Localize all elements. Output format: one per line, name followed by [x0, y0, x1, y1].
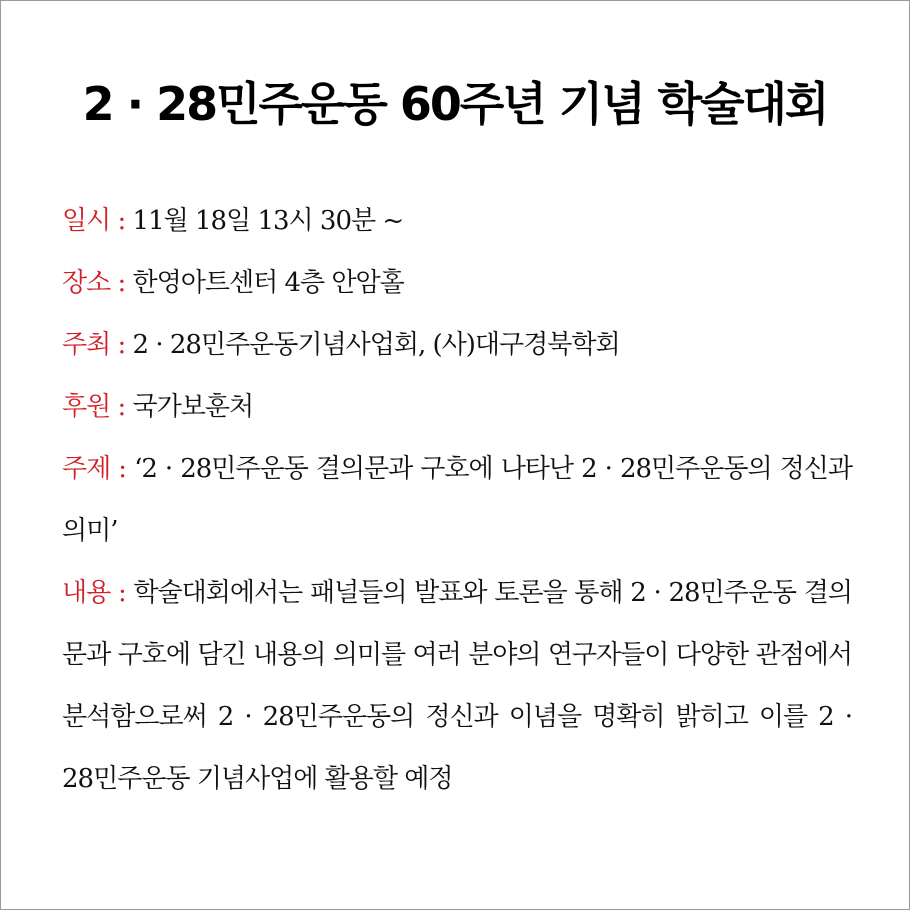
field-host: [62, 314, 852, 376]
field-host-separator: :: [110, 330, 133, 360]
field-date-label: 일시: [62, 206, 111, 236]
field-theme-label: 주제: [62, 454, 111, 484]
field-date-separator: :: [110, 206, 133, 236]
field-sponsor-separator: :: [110, 392, 133, 422]
field-sponsor-value: 국가보훈처: [132, 392, 254, 422]
field-theme: [62, 438, 852, 562]
field-sponsor-label: 후원: [62, 392, 111, 422]
field-date-value: 11월 18일 13시 30분 ~: [132, 206, 404, 236]
field-host-label: 주최: [62, 330, 111, 360]
field-content: [62, 562, 852, 810]
page-title: 2 · 28민주운동 60주년 기념 학술대회: [82, 77, 828, 131]
field-sponsor: [62, 376, 852, 438]
field-host-value: 2 · 28민주운동기념사업회, (사)대구경북학회: [132, 330, 620, 360]
field-date: [62, 190, 852, 252]
field-theme-separator: :: [110, 454, 135, 484]
field-content-value: 학술대회에서는 패널들의 발표와 토론을 통해 2 · 28민주운동 결의문과 구호에 담긴 내용의 의미를 여러 분야의 연구자들이 다양한 관점에서 분석함으로써 2 · 28민주운동의 정신과 이념을 명확히 밝히고 이를 2 · 28민주운동 기념사업에 활용할 예정: [62, 578, 852, 794]
event-details: [62, 190, 852, 810]
field-venue-separator: :: [110, 268, 133, 298]
field-theme-value: ‘2 · 28민주운동 결의문과 구호에 나타난 2 · 28민주운동의 정신과 의미’: [62, 454, 853, 546]
field-content-separator: :: [110, 578, 134, 608]
field-venue-label: 장소: [62, 268, 111, 298]
field-venue: [62, 252, 852, 314]
field-content-label: 내용: [62, 578, 111, 608]
field-venue-value: 한영아트센터 4층 안암홀: [132, 268, 404, 298]
